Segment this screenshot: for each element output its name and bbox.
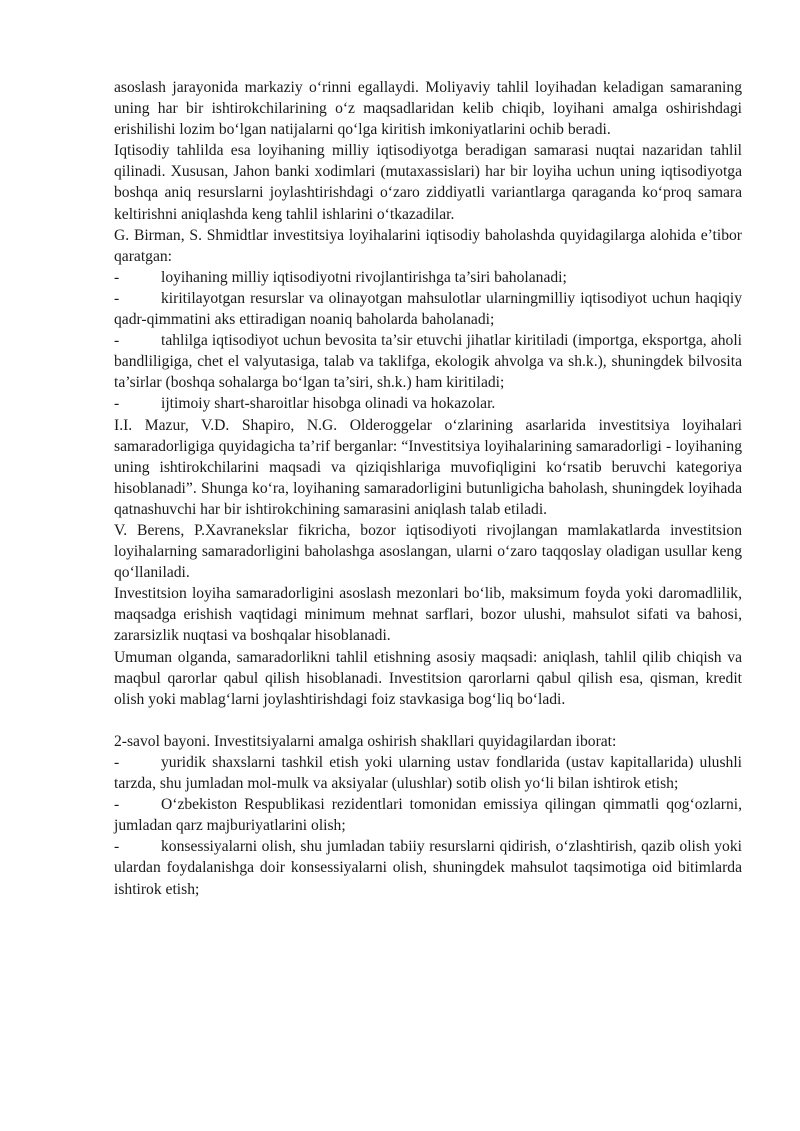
- list-dash: -: [114, 838, 120, 856]
- list-item: [114, 330, 742, 393]
- paragraph: Iqtisodiy tahlilda esa loyihaning milliy iqtisodiyotga beradigan samarasi nuqtai nazaridan tahlil qilinadi. Xususan, Jahon banki xodimlari (mutaxassislari) har bir loyiha uchun uning iqtisodiyotga boshqa aniq resurslarni joylashtirishdagi o‘zaro ziddiyatli variantlarga qaraganda ko‘proq samara keltirishni aniqlashda keng tahlil ishlarini o‘tkazadilar.: [114, 142, 742, 223]
- list-item: [114, 752, 742, 794]
- document-page: [114, 77, 742, 900]
- paragraph: Umuman olganda, samaradorlikni tahlil etishning asosiy maqsadi: aniqlash, tahlil qilib chiqish va maqbul qarorlar qabul qilish hisoblanadi. Investitsion qarorlarni qabul qilish esa, qisman, kredit olish yoki mablag‘larni joylashtirishdagi foiz stavkasiga bog‘liq bo‘ladi.: [114, 648, 742, 708]
- list-dash: -: [114, 395, 120, 413]
- list-dash: -: [114, 754, 120, 771]
- paragraph: Investitsion loyiha samaradorligini asoslash mezonlari bo‘lib, maksimum foyda yoki daromadlilik, maqsadga erishish vaqtidagi minimum mehnat sarflari, bozor ulushi, mahsulot sifati va bahosi, zararsizlik nuqtasi va boshqalar hisoblanadi.: [114, 585, 742, 645]
- list-item-text: ijtimoiy shart-sharoitlar hisobga olinadi va hokazolar.: [161, 395, 496, 413]
- list-item-text: tahlilga iqtisodiyot uchun bevosita ta’sir etuvchi jihatlar kiritiladi (importga, eksportga, aholi bandliligiga, chet el valyutasiga, talab va taklifga, ekologik ahvolga va sh.k.), shuningdek bilvosita ta’sirlar (boshqa sohalarga bo‘lgan ta’siri, sh.k.) ham kiritiladi;: [114, 332, 742, 392]
- list-item: [114, 267, 742, 288]
- list-item-text: yuridik shaxslarni tashkil etish yoki ularning ustav fondlarida (ustav kapitallarida) ulushli tarzda, shu jumladan mol-mulk va aksiyalar (ulushlar) sotib olish yo‘li bilan ishtirok etish;: [114, 754, 742, 793]
- list-dash: -: [114, 796, 120, 814]
- list-item: [114, 288, 742, 330]
- list-dash: -: [114, 332, 120, 350]
- list-item: [114, 794, 742, 836]
- paragraph: G. Birman, S. Shmidtlar investitsiya loyihalarini iqtisodiy baholashda quyidagilarga alohida e’tibor qaratgan:: [114, 226, 742, 265]
- list-item-text: konsessiyalarni olish, shu jumladan tabiiy resurslarni qidirish, o‘zlashtirish, qazib olish yoki ulardan foydalanishga doir konsessiyalarni olish, shuningdek mahsulot taqsimotiga oid bitimlarda ishtirok etish;: [114, 838, 742, 898]
- list-item-text: kiritilayotgan resurslar va olinayotgan mahsulotlar ularningmilliy iqtisodiyot uchun haqiqiy qadr-qimmatini aks ettiradigan noaniq baholarda baholanadi;: [114, 289, 742, 329]
- paragraph: asoslash jarayonida markaziy o‘rinni egallaydi. Moliyaviy tahlil loyihadan keladigan samaraning uning har bir ishtirokchilarining o‘z maqsadlaridan kelib chiqib, loyihani amalga oshirishdagi erishilishi lozim bo‘lgan natijalarni qo‘lga kiritish imkoniyatlarini ochib beradi.: [114, 79, 742, 139]
- paragraph-spacer: [114, 710, 742, 731]
- paragraph: V. Berens, P.Xavranekslar fikricha, bozor iqtisodiyoti rivojlangan mamlakatlarda investitsion loyihalarning samaradorligini baholashga asoslangan, ularni o‘zaro taqqoslay oladigan usullar keng qo‘llaniladi.: [114, 521, 742, 582]
- list-item: [114, 836, 742, 899]
- section-heading: 2-savol bayoni. Investitsiyalarni amalga oshirish shakllari quyidagilardan iborat:: [114, 732, 617, 750]
- list-item-text: loyihaning milliy iqtisodiyotni rivojlantirishga ta’siri baholanadi;: [161, 268, 567, 286]
- list-dash: -: [114, 289, 120, 307]
- list-item-text: O‘zbekiston Respublikasi rezidentlari tomonidan emissiya qilingan qimmatli qog‘ozlarni, jumladan qarz majburiyatlarini olish;: [114, 796, 742, 835]
- list-item: [114, 393, 742, 414]
- list-dash: -: [114, 268, 120, 286]
- paragraph: I.I. Mazur, V.D. Shapiro, N.G. Olderoggelar o‘zlarining asarlarida investitsiya loyihalari samaradorligiga quyidagicha ta’rif berganlar: “Investitsiya loyihalarining samaradorligi - loyihaning uning ishtirokchilarini maqsadi va qiziqishlariga muvofiqligini ko‘rsatib beruvchi kategoriya hisoblanadi”. Shunga ko‘ra, loyihaning samaradorligini butunligicha baholash, shuningdek loyihada qatnashuvchi har bir ishtirokchining samarasini aniqlash talab etiladi.: [114, 416, 742, 518]
